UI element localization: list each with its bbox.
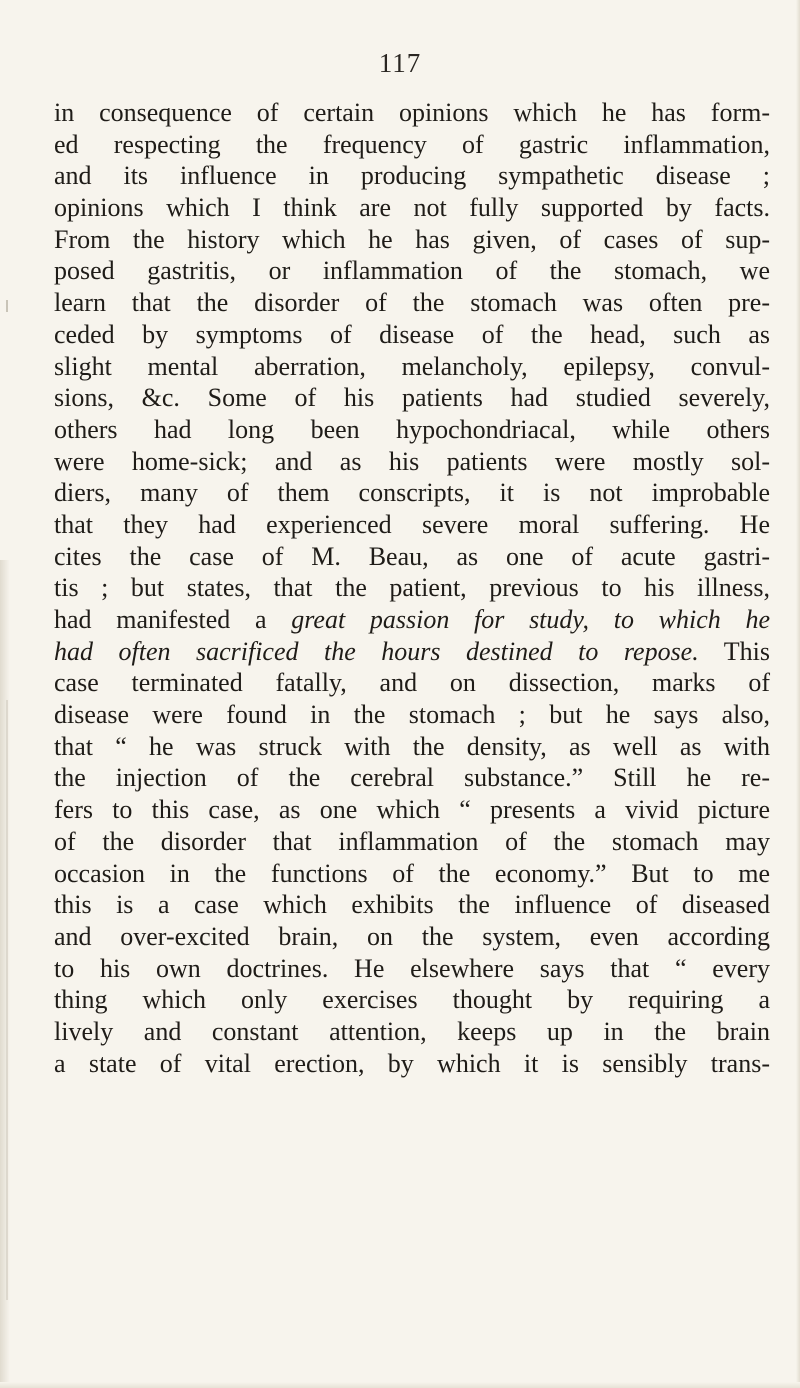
- text-line: [54, 762, 770, 794]
- text-line: [54, 129, 770, 161]
- text-span: had manifested a: [54, 605, 292, 634]
- text-span: occasion in the functions of the economy.” But to me: [54, 858, 770, 888]
- text-line: [54, 858, 770, 890]
- text-line: [54, 97, 770, 129]
- text-span: fers to this case, as one which “ presents a vivid picture: [54, 795, 770, 825]
- page-right-edge: [796, 0, 800, 1388]
- text-line: [54, 477, 770, 509]
- text-span: slight mental aberration, melancholy, epilepsy, convul-: [54, 351, 770, 381]
- text-line: [54, 572, 770, 604]
- gutter-shadow: [0, 560, 10, 1388]
- text-span: others had long been hypochondriacal, while others: [54, 414, 770, 444]
- text-span: From the history which he has given, of cases of sup-: [54, 224, 770, 254]
- text-span: cites the case of M. Beau, as one of acute gastri-: [54, 541, 770, 571]
- text-span: case terminated fatally, and on dissection, marks of: [54, 668, 770, 698]
- margin-mark: [6, 300, 8, 312]
- text-span: ed respecting the frequency of gastric inflammation,: [54, 129, 770, 159]
- text-span: sions, &c. Some of his patients had studied severely,: [54, 383, 770, 413]
- text-line: [54, 1016, 770, 1048]
- text-span: posed gastritis, or inflammation of the stomach, we: [54, 256, 770, 286]
- page-number: 117: [378, 48, 422, 78]
- italic-text-span: great passion for study, to which he: [291, 605, 770, 634]
- text-line: [54, 953, 770, 985]
- italic-text-span: had often sacrificed the hours destined to repose.: [54, 636, 699, 666]
- text-line: [54, 636, 770, 668]
- text-line: [54, 287, 770, 319]
- text-span: this is a case which exhibits the influence of diseased: [54, 890, 770, 920]
- text-span: that “ he was struck with the density, as well as with: [54, 731, 770, 761]
- text-span: tis ; but states, that the patient, previous to his illness,: [54, 573, 770, 603]
- text-line: [54, 319, 770, 351]
- text-span: This: [698, 636, 770, 666]
- text-span: a state of vital erection, by which it is sensibly trans-: [54, 1048, 770, 1078]
- text-line: [54, 224, 770, 256]
- text-line: [54, 255, 770, 287]
- text-span: were home-sick; and as his patients were mostly sol-: [54, 446, 770, 476]
- text-span: and over-excited brain, on the system, even according: [54, 921, 770, 951]
- text-line: [54, 351, 770, 383]
- text-span: diers, many of them conscripts, it is not improbable: [54, 478, 770, 508]
- text-span: lively and constant attention, keeps up in the brain: [54, 1016, 770, 1046]
- text-line: [54, 446, 770, 478]
- text-line: [54, 699, 770, 731]
- text-span: and its influence in producing sympathetic disease ;: [54, 161, 770, 191]
- text-line: [54, 192, 770, 224]
- text-line: [54, 984, 770, 1016]
- page-bottom-edge: [0, 1382, 800, 1388]
- text-span: that they had experienced severe moral suffering. He: [54, 509, 770, 539]
- text-span: the injection of the cerebral substance.” Still he re-: [54, 763, 770, 793]
- text-span: ceded by symptoms of disease of the head, such as: [54, 319, 770, 349]
- text-span: opinions which I think are not fully supported by facts.: [54, 193, 770, 223]
- text-line: [54, 889, 770, 921]
- text-line: [54, 1048, 770, 1080]
- text-line: [54, 382, 770, 414]
- text-line: [54, 414, 770, 446]
- text-span: learn that the disorder of the stomach was often pre-: [54, 288, 770, 318]
- text-line: [54, 731, 770, 763]
- margin-mark: [6, 700, 8, 1300]
- text-line: [54, 921, 770, 953]
- text-line: [54, 509, 770, 541]
- text-span: of the disorder that inflammation of the stomach may: [54, 826, 770, 856]
- text-line: [54, 826, 770, 858]
- text-span: in consequence of certain opinions which he has form-: [54, 98, 770, 127]
- text-span: disease were found in the stomach ; but he says also,: [54, 700, 770, 730]
- text-line: [54, 604, 770, 636]
- body-text: [54, 97, 770, 1079]
- text-span: to his own doctrines. He elsewhere says that “ every: [54, 953, 770, 983]
- text-line: [54, 794, 770, 826]
- text-span: thing which only exercises thought by requiring a: [54, 985, 770, 1015]
- text-line: [54, 541, 770, 573]
- text-line: [54, 160, 770, 192]
- text-line: [54, 667, 770, 699]
